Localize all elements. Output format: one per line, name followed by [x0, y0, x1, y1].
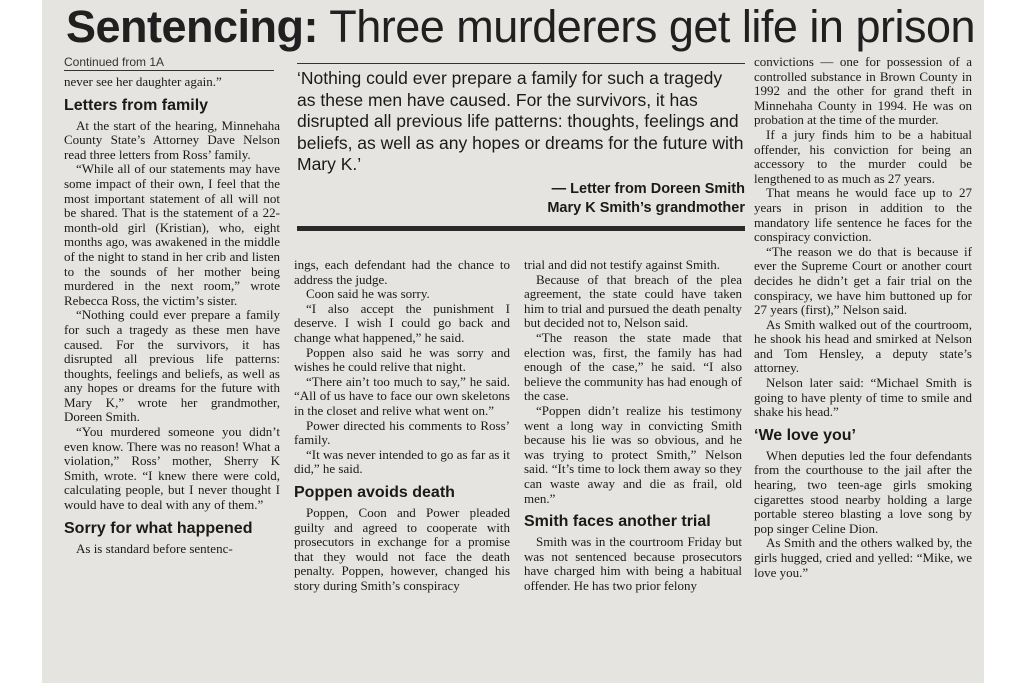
paragraph: Power directed his comments to Ross’ family. [294, 417, 510, 448]
paragraph: “You murdered someone you didn’t even know. There was no reason! What a violation,” Ross’ mother, Sherry K Smith, wrote. “I knew there were cold, calculating people, but I never thought I would have to deal with any of them.” [64, 424, 280, 513]
paragraph: Because of that breach of the plea agreement, the state could have taken him to trial and pursued the death penalty but decided not to, Nelson said. [524, 271, 742, 331]
newspaper-clipping [42, 0, 984, 683]
column-4 [754, 55, 972, 683]
pullquote-bottom-rule [297, 226, 745, 231]
column-3 [524, 258, 742, 683]
subhead-letters-from-family: Letters from family [64, 96, 209, 114]
attribution-line: Mary K Smith’s grandmother [547, 200, 745, 216]
paragraph: That means he would face up to 27 years in prison in addition to the mandatory life sentence he faces for the conspiracy conviction. [754, 185, 972, 245]
paragraph: At the start of the hearing, Minnehaha County State’s Attorney Dave Nelson read three letters from Ross’ family. [64, 117, 280, 162]
subhead-we-love-you: ‘We love you’ [754, 426, 856, 444]
paragraph: When deputies led the four defendants from the courthouse to the jail after the hearing, two teen-age girls smoking cigarettes stood nearby holding a large portable stereo blasting a love song by pop singer Celine Dion. [754, 447, 972, 536]
headline-kicker: Sentencing: [66, 1, 319, 52]
continued-from: Continued from 1A [64, 55, 165, 69]
paragraph: Poppen also said he was sorry and wishes he could relive that night. [294, 344, 510, 375]
paragraph: Nelson later said: “Michael Smith is going to have plenty of time to smile and shake his head.” [754, 375, 972, 420]
paragraph: “I also accept the punishment I deserve. I wish I could go back and change what happened,” he said. [294, 300, 510, 345]
column-rule [64, 70, 274, 71]
paragraph: never see her daughter again.” [64, 75, 222, 89]
pullquote-top-rule [297, 63, 745, 64]
paragraph: Poppen, Coon and Power pleaded guilty and agreed to cooperate with prosecutors in exchange for a promise that they would not face the death penalty. Poppen, however, changed his story during Smith’s conspiracy [294, 504, 510, 593]
paragraph: Smith was in the courtroom Friday but was not sentenced because prosecutors have charged him with being a habitual offender. He has two prior felony [524, 534, 742, 593]
headline-text: Three murderers get life in prison [318, 1, 976, 52]
column-1 [64, 75, 280, 683]
column-2 [294, 258, 510, 683]
subhead-sorry-for-what-happened: Sorry for what happened [64, 519, 253, 537]
subhead-smith-faces-another-trial: Smith faces another trial [524, 513, 711, 531]
paragraph: “While all of our statements may have some impact of their own, I feel that the most important statement of all will not be shared. That is the statement of a 22-month-old girl (Kristian), who, eight months ago, was awakened in the middle of the night to stand in her crib and listen to the sounds of her mother being murdered in the next room,” wrote Rebecca Ross, the victim’s sister. [64, 161, 280, 308]
paragraph: ings, each defendant had the chance to address the judge. [294, 258, 510, 287]
paragraph: “The reason we do that is because if ever the Supreme Court or another court decides he didn’t get a fair trial on the conspiracy, we have him buttoned up for 27 years (first),” Nelson said. [754, 243, 972, 318]
paragraph: “It was never intended to go as far as it did,” he said. [294, 446, 510, 477]
paragraph: As Smith walked out of the courtroom, he shook his head and smirked at Nelson and Tom Hensley, a deputy state’s attorney. [754, 316, 972, 376]
pull-quote: ‘Nothing could ever prepare a family for such a tragedy as these men have caused. For the survivors, it has disrupted all previous life patterns: thoughts, feelings and beliefs, as well as any hopes or dreams for the future with Mary K.’ [297, 68, 744, 174]
paragraph: “There ain’t too much to say,” he said. “All of us have to face our own skeletons in the closet and relive what went on.” [294, 373, 510, 418]
paragraph: “Nothing could ever prepare a family for such a tragedy as these men have caused. For the survivors, it has disrupted all previous life patterns: thoughts, feelings and beliefs, as well as any hopes or dreams for the future with Mary K,” wrote her grandmother, Doreen Smith. [64, 307, 280, 425]
attribution-line: — Letter from Doreen Smith [551, 181, 745, 197]
paragraph: As Smith and the others walked by, the girls hugged, cried and yelled: “Mike, we love you.” [754, 535, 972, 580]
paragraph: trial and did not testify against Smith. [524, 258, 721, 272]
headline [66, 1, 976, 52]
paragraph: “The reason the state made that election was, first, the family has had enough of the case,” he said. “I also believe the community has had enough of the case. [524, 329, 742, 404]
paragraph: If a jury finds him to be a habitual offender, his conviction for being an accessory to the murder could be lengthened to as much as 27 years. [754, 126, 972, 186]
pull-quote-attribution [382, 180, 745, 218]
paragraph: As is standard before sentenc- [76, 540, 233, 556]
paragraph: convictions — one for possession of a controlled substance in Brown County in 1992 and the other for grand theft in Minnehaha County in 1994. He was on probation at the time of the murder. [754, 55, 972, 128]
subhead-poppen-avoids-death: Poppen avoids death [294, 483, 455, 501]
paragraph: Coon said he was sorry. [306, 286, 430, 302]
paragraph: “Poppen didn’t realize his testimony went a long way in convicting Smith because his lie was so obvious, and he was trying to protect Smith,” Nelson said. “It’s time to lock them away so they can waste away and die as frail, old men.” [524, 402, 742, 506]
